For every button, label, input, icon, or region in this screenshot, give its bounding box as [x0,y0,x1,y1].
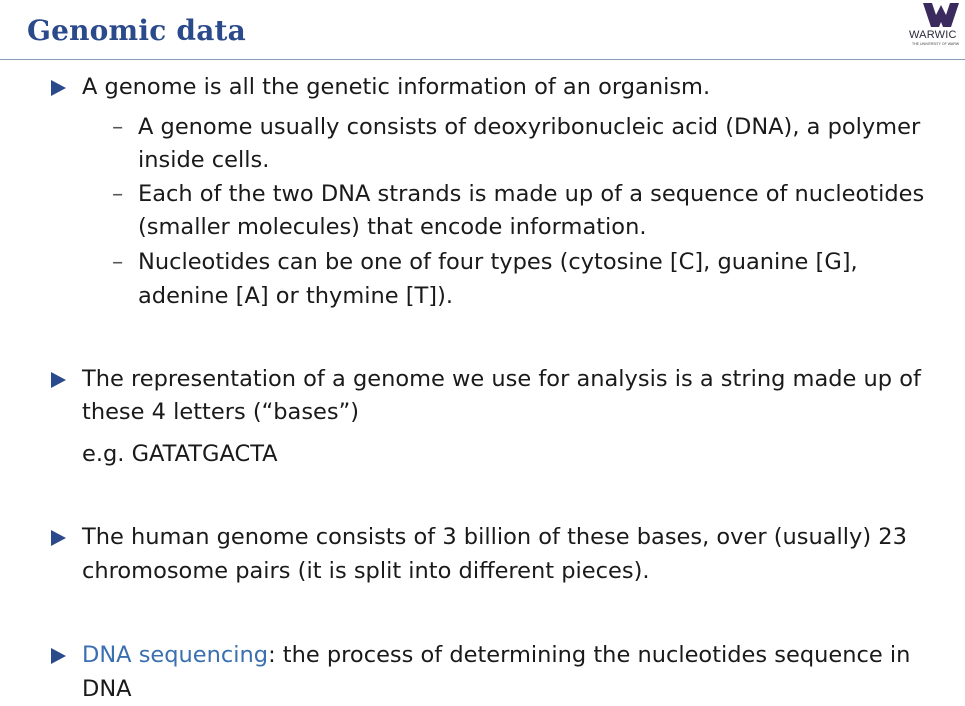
bullet-4-definition: : the process of determining the nucleotides sequence in [268,642,911,668]
bullet-triangle-icon [51,530,66,546]
sub-bullet-3-line-1: Nucleotides can be one of four types (cytosine [C], guanine [G], [138,249,858,275]
sub-bullet-1-line-2: inside cells. [138,147,270,173]
bullet-4-line-1 [82,639,910,672]
bullet-3-line-2: chromosome pairs (it is split into different pieces). [82,558,650,584]
logo-subtitle: THE UNIVERSITY OF WARW [912,42,959,46]
logo-wordmark: WARWIC [909,29,957,41]
bullet-2-example: e.g. GATATGACTA [82,441,278,467]
bullet-1-line-1: A genome is all the genetic information of an organism. [82,74,711,100]
sub-bullet-dash: – [112,249,124,275]
sub-bullet-dash: – [112,114,124,140]
sub-bullet-1-line-1: A genome usually consists of deoxyribonucleic acid (DNA), a polymer [138,114,921,140]
sub-bullet-dash: – [112,181,124,207]
bullet-3-line-1: The human genome consists of 3 billion of these bases, over (usually) 23 [82,524,907,550]
dna-sequencing-term: DNA sequencing [82,642,269,668]
bullet-triangle-icon [51,372,66,388]
bullet-triangle-icon [51,80,66,96]
bullet-2-line-1: The representation of a genome we use for analysis is a string made up of [82,366,921,392]
sub-bullet-2-line-2: (smaller molecules) that encode information. [138,214,647,240]
sub-bullet-3-line-2: adenine [A] or thymine [T]). [138,283,453,309]
bullet-2-line-2: these 4 letters (“bases”) [82,399,360,425]
slide-title: Genomic data [27,14,247,47]
sub-bullet-2-line-1: Each of the two DNA strands is made up of a sequence of nucleotides [138,181,925,207]
bullet-4-line-2: DNA [82,676,132,702]
bullet-triangle-icon [51,648,66,664]
